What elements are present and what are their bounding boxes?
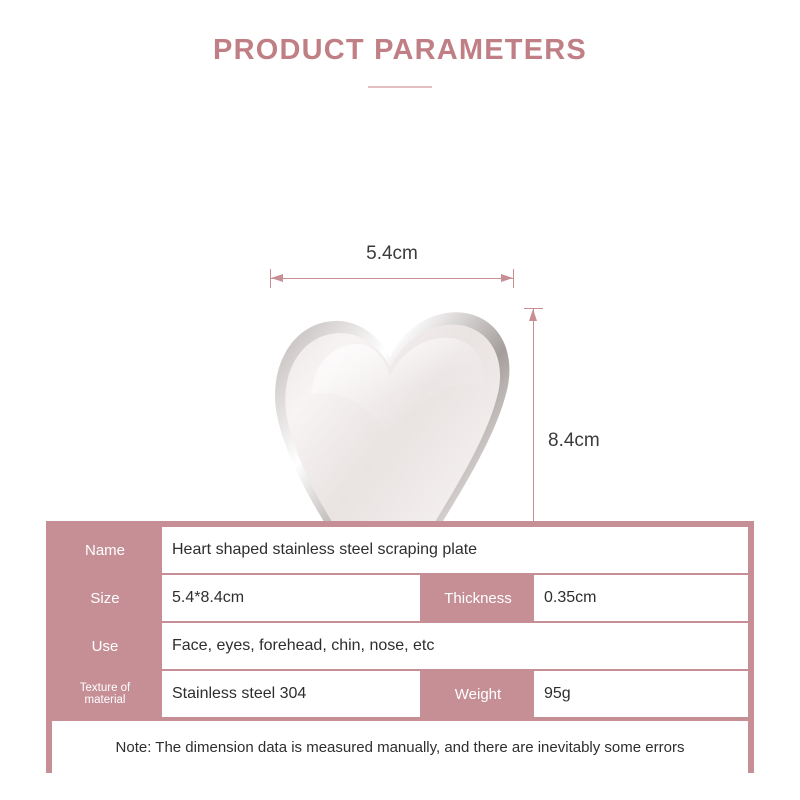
spec-table: [46, 521, 754, 773]
page-title: PRODUCT PARAMETERS: [213, 34, 587, 66]
spec-label-name: Name: [52, 527, 158, 573]
spec-value-thickness: 0.35cm: [534, 575, 748, 621]
table-row: [52, 623, 748, 669]
spec-label-thickness: Thickness: [426, 575, 530, 621]
width-dimension-line: [270, 278, 514, 279]
measurement-note: Note: The dimension data is measured manually, and there are inevitably some errors: [52, 721, 748, 773]
spec-value-use: Face, eyes, forehead, chin, nose, etc: [162, 623, 748, 669]
spec-label-weight: Weight: [426, 671, 530, 717]
title-divider: [368, 86, 432, 88]
height-dimension-label: 8.4cm: [548, 430, 600, 451]
spec-value-weight: 95g: [534, 671, 748, 717]
table-row: [52, 671, 748, 717]
spec-value-texture: Stainless steel 304: [162, 671, 420, 717]
table-row: [52, 575, 748, 621]
spec-value-size: 5.4*8.4cm: [162, 575, 420, 621]
spec-value-name: Heart shaped stainless steel scraping plate: [162, 527, 748, 573]
arrow-right-icon: [501, 274, 513, 282]
spec-label-texture: Texture of material: [52, 671, 158, 717]
table-row: [52, 527, 748, 573]
arrow-up-icon: [529, 309, 537, 321]
spec-label-size: Size: [52, 575, 158, 621]
width-dimension-label: 5.4cm: [366, 243, 418, 264]
width-extension-line-right: [513, 269, 514, 288]
spec-label-use: Use: [52, 623, 158, 669]
product-image-stage: [0, 110, 800, 510]
arrow-left-icon: [271, 274, 283, 282]
